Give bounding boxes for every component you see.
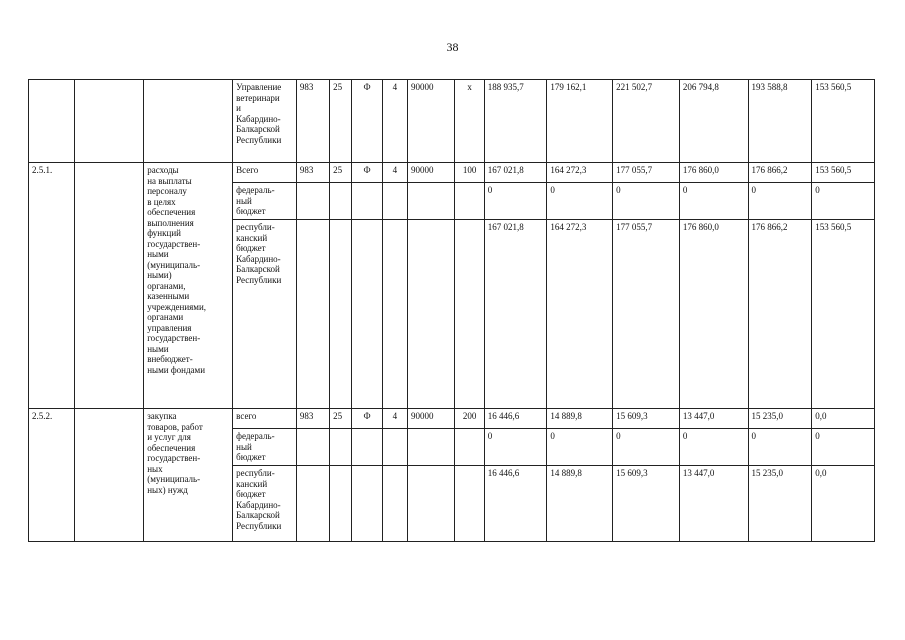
value-cell: 0 [748, 429, 812, 466]
csr-b-cell: 90000 [407, 163, 455, 183]
value-cell: 0 [679, 183, 748, 220]
value-cell: 193 588,8 [748, 80, 812, 163]
grbs-cell [296, 466, 329, 542]
value-cell: 176 866,2 [748, 163, 812, 183]
vr-cell [455, 466, 484, 542]
value-cell: 16 446,6 [484, 466, 547, 542]
budget-table [28, 79, 875, 542]
value-cell: 164 272,3 [547, 163, 613, 183]
vr-cell: х [455, 80, 484, 163]
rz-cell: 25 [330, 409, 352, 429]
value-cell: 15 235,0 [748, 466, 812, 542]
vr-cell: 100 [455, 163, 484, 183]
csr-a-cell: 4 [382, 409, 407, 429]
value-cell: 176 860,0 [679, 163, 748, 183]
value-cell: 177 055,7 [613, 163, 680, 183]
value-cell: 153 560,5 [812, 220, 875, 409]
table-row [29, 163, 875, 183]
value-cell: 15 609,3 [613, 466, 680, 542]
grbs-cell [296, 429, 329, 466]
value-cell: 0,0 [812, 409, 875, 429]
value-cell: 0 [812, 429, 875, 466]
source-cell: Всего [233, 163, 297, 183]
pr-cell [352, 429, 382, 466]
rz-cell [330, 466, 352, 542]
grbs-cell [296, 183, 329, 220]
value-cell: 188 935,7 [484, 80, 547, 163]
grbs-cell: 983 [296, 409, 329, 429]
vr-cell: 200 [455, 409, 484, 429]
value-cell: 0 [484, 183, 547, 220]
value-cell: 13 447,0 [679, 409, 748, 429]
value-cell: 0 [547, 183, 613, 220]
value-cell: 0 [748, 183, 812, 220]
csr-a-cell [382, 429, 407, 466]
vr-cell [455, 429, 484, 466]
value-cell: 179 162,1 [547, 80, 613, 163]
value-cell: 15 235,0 [748, 409, 812, 429]
value-cell: 164 272,3 [547, 220, 613, 409]
grbs-cell [296, 220, 329, 409]
csr-b-cell [407, 429, 455, 466]
value-cell: 153 560,5 [812, 163, 875, 183]
value-cell: 167 021,8 [484, 220, 547, 409]
value-cell: 14 889,8 [547, 466, 613, 542]
value-cell: 177 055,7 [613, 220, 680, 409]
csr-a-cell [382, 183, 407, 220]
item-name-cell: закупка товаров, работ и услуг для обеспечения государствен- ных (муниципаль- ных) нужд [144, 409, 233, 542]
value-cell: 176 860,0 [679, 220, 748, 409]
pr-cell: Ф [352, 80, 382, 163]
value-cell: 153 560,5 [812, 80, 875, 163]
value-cell: 206 794,8 [679, 80, 748, 163]
source-cell: республи- канский бюджет Кабардино- Балкарской Республики [233, 466, 297, 542]
pr-cell [352, 183, 382, 220]
value-cell: 167 021,8 [484, 163, 547, 183]
csr-b-cell [407, 466, 455, 542]
value-cell: 13 447,0 [679, 466, 748, 542]
csr-a-cell [382, 220, 407, 409]
pr-cell [352, 466, 382, 542]
grbs-cell: 983 [296, 80, 329, 163]
rz-cell [330, 220, 352, 409]
value-cell: 221 502,7 [613, 80, 680, 163]
value-cell: 15 609,3 [613, 409, 680, 429]
csr-a-cell [382, 466, 407, 542]
csr-a-cell: 4 [382, 163, 407, 183]
vr-cell [455, 183, 484, 220]
source-cell: федераль- ный бюджет [233, 183, 297, 220]
table-row [29, 80, 875, 163]
grbs-cell: 983 [296, 163, 329, 183]
source-cell: федераль- ный бюджет [233, 429, 297, 466]
table-row [29, 409, 875, 429]
value-cell: 0 [613, 429, 680, 466]
value-cell: 176 866,2 [748, 220, 812, 409]
source-cell: всего [233, 409, 297, 429]
value-cell: 14 889,8 [547, 409, 613, 429]
csr-b-cell [407, 183, 455, 220]
empty-cell [75, 80, 144, 163]
pr-cell [352, 220, 382, 409]
value-cell: 0 [484, 429, 547, 466]
item-number-cell: 2.5.1. [29, 163, 75, 409]
rz-cell [330, 183, 352, 220]
rz-cell: 25 [330, 163, 352, 183]
vr-cell [455, 220, 484, 409]
csr-b-cell: 90000 [407, 409, 455, 429]
item-number-cell: 2.5.2. [29, 409, 75, 542]
pr-cell: Ф [352, 163, 382, 183]
value-cell: 0 [812, 183, 875, 220]
empty-cell [75, 409, 144, 542]
csr-a-cell: 4 [382, 80, 407, 163]
source-cell: республи- канский бюджет Кабардино- Балкарской Республики [233, 220, 297, 409]
empty-cell [75, 163, 144, 409]
value-cell: 0 [679, 429, 748, 466]
page-number: 38 [446, 40, 459, 54]
value-cell: 0 [613, 183, 680, 220]
value-cell: 0,0 [812, 466, 875, 542]
pr-cell: Ф [352, 409, 382, 429]
rz-cell: 25 [330, 80, 352, 163]
item-name-cell: расходы на выплаты персоналу в целях обеспечения выполнения функций государствен- ными (муниципаль- ными) органами, казенными учреждениями, органами управления государствен- ными внебюджет- ными фондами [144, 163, 233, 409]
item-name-cell [144, 80, 233, 163]
source-cell: Управление ветеринари и Кабардино- Балкарской Республики [233, 80, 297, 163]
rz-cell [330, 429, 352, 466]
csr-b-cell: 90000 [407, 80, 455, 163]
csr-b-cell [407, 220, 455, 409]
value-cell: 0 [547, 429, 613, 466]
item-number-cell [29, 80, 75, 163]
value-cell: 16 446,6 [484, 409, 547, 429]
